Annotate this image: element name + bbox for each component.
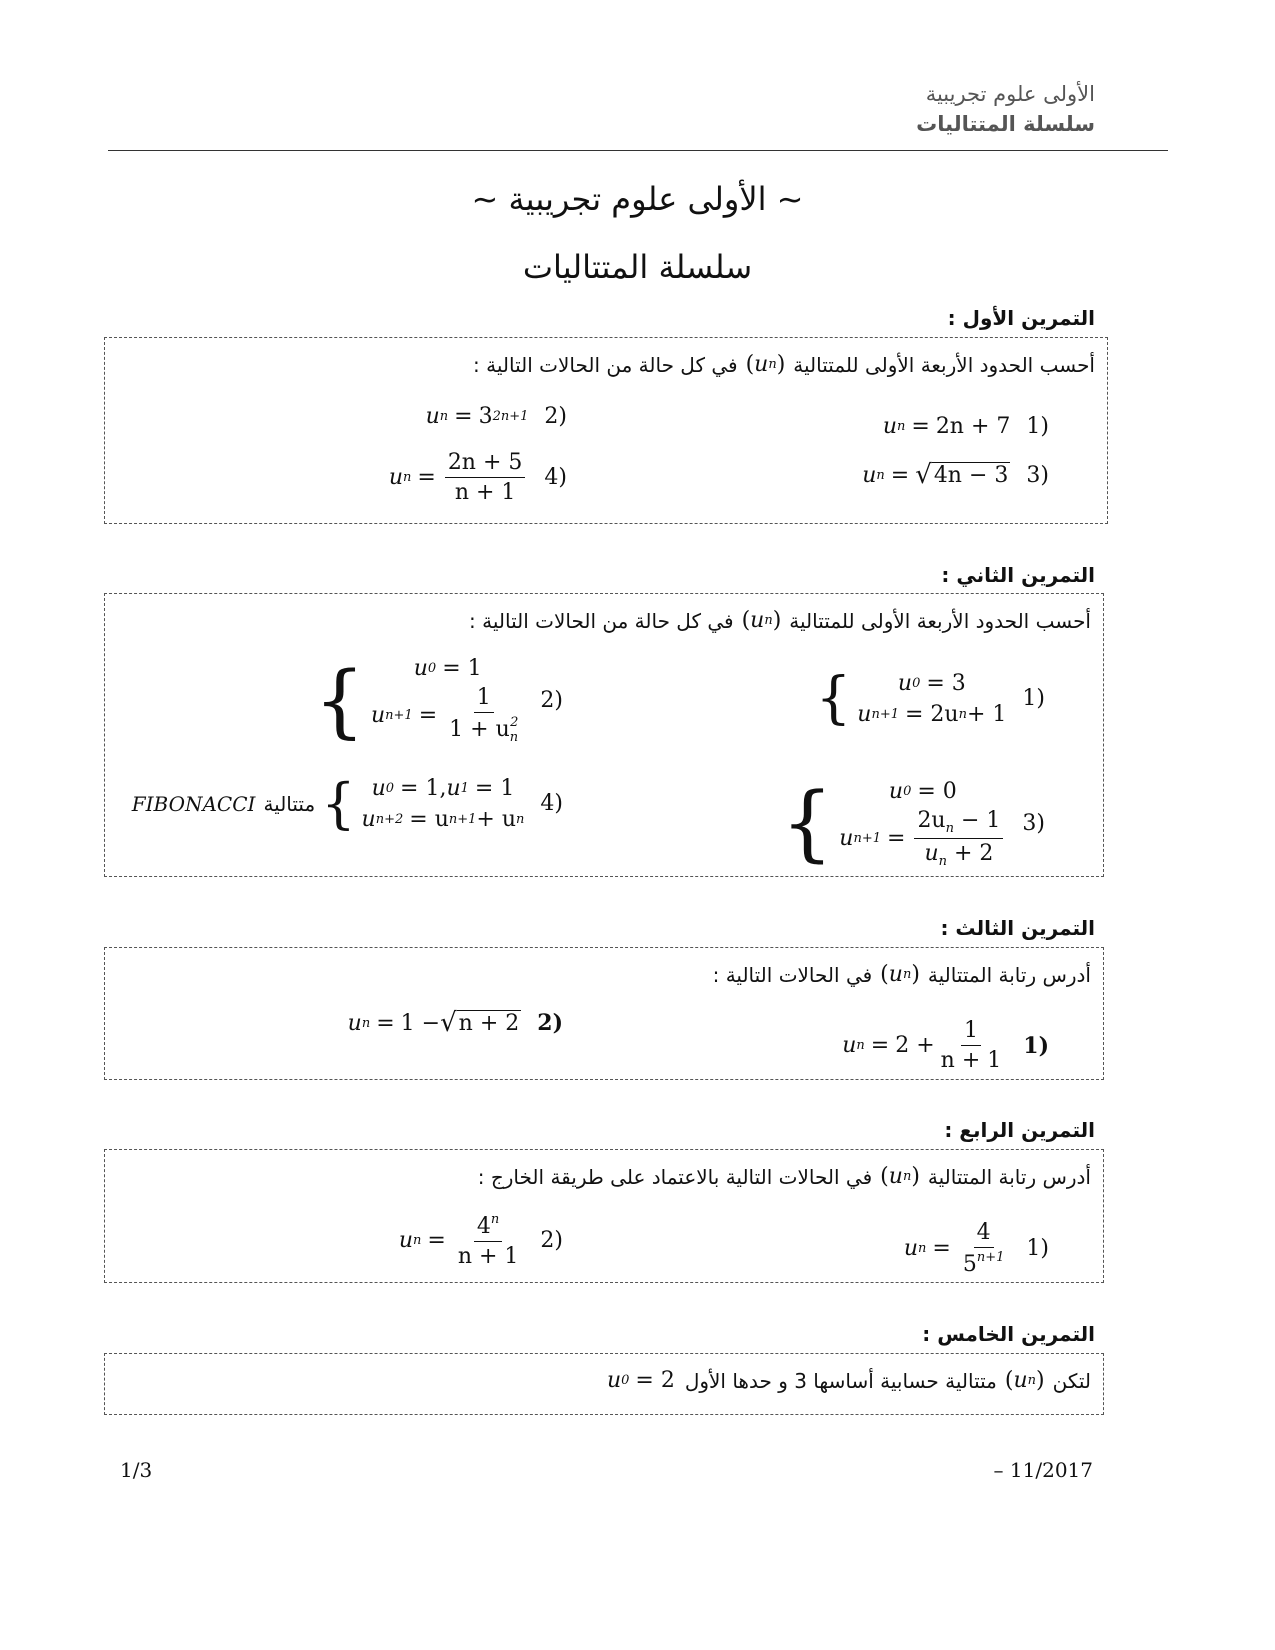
exercise-2-item-2: (2 { u 0 = 1 u n+1 = $\frac{1}{1 + u_n^2}$ bbox=[314, 654, 563, 747]
exercise-2-heading: التمرين الثاني : bbox=[941, 563, 1095, 587]
exercise-3-box bbox=[104, 947, 1104, 1080]
exercise-2-box bbox=[104, 593, 1104, 877]
formula: u n = 2 + $\frac{1}{n + 1}$ bbox=[842, 1018, 1002, 1073]
sequence-symbol: ( u n ) bbox=[741, 608, 782, 633]
exercise-1-item-4: (4 u n = $\frac{2n + 5}{n + 1}$ bbox=[388, 450, 567, 505]
page-subtitle: سلسلة المتتاليات bbox=[522, 248, 753, 286]
exercise-3-instruction: أدرس رتابة المتتالية ( u n ) في الحالات التالية : bbox=[712, 962, 1091, 987]
recursive-system: { u 0 = 1 u n+1 = $\frac{1}{1 + u_n^2}$ bbox=[314, 654, 519, 747]
header-level: الأولى علوم تجريبية bbox=[925, 82, 1095, 106]
formula: u n = $\frac{2n + 5}{n + 1}$ bbox=[389, 450, 529, 505]
formula: u n = $\frac{4^n}{n + 1}$ bbox=[398, 1212, 519, 1269]
sequence-symbol: ( u n ) bbox=[880, 1164, 920, 1189]
sequence-symbol: ( u n ) bbox=[745, 352, 786, 377]
sequence-symbol: ( u n ) bbox=[1004, 1368, 1045, 1393]
exercise-1-item-2: (2 u n = 3 2n+1 bbox=[425, 404, 567, 429]
exercise-2-instruction: أحسب الحدود الأربعة الأولى للمتتالية ( u n ) في كل حالة من الحالات التالية : bbox=[469, 608, 1091, 633]
fibonacci-label-word: متتالية bbox=[263, 791, 316, 816]
exercise-5-statement: لتكن ( u n ) متتالية حسابية أساسها 3 و حدها الأول u 0 = 2 bbox=[606, 1368, 1091, 1393]
page-number: 1/3 bbox=[120, 1458, 153, 1482]
sequence-symbol: ( u n ) bbox=[880, 962, 920, 987]
exercise-1-heading: التمرين الأول : bbox=[947, 306, 1095, 330]
formula: u n = 3 2n+1 bbox=[425, 404, 529, 429]
header-divider bbox=[108, 150, 1168, 151]
fibonacci-label-latin: FIBONACCI bbox=[131, 791, 256, 816]
exercise-4-item-2: (2 u n = $\frac{4^n}{n + 1}$ bbox=[398, 1212, 563, 1269]
footer-date: – 11/2017 bbox=[993, 1458, 1093, 1482]
exercise-4-heading: التمرين الرابع : bbox=[944, 1118, 1095, 1142]
exercise-1-box bbox=[104, 337, 1108, 524]
formula: u n = 2n + 7 bbox=[882, 414, 1011, 439]
formula: u n = $\frac{4}{5^{n+1}}$ bbox=[903, 1220, 1005, 1277]
exercise-2-item-4: (4 { u 0 = 1, u 1 = 1 u n+2 = u n+1 + u n متتالية FIBONACCI bbox=[131, 772, 563, 835]
exercise-4-instruction: أدرس رتابة المتتالية ( u n ) في الحالات التالية بالاعتماد على طريقة الخارج : bbox=[477, 1164, 1091, 1189]
first-term-formula: u 0 = 2 bbox=[606, 1368, 675, 1393]
exercise-1-item-3: (3 u n = √ 4n − 3 bbox=[862, 460, 1049, 490]
exercise-5-box bbox=[104, 1353, 1104, 1415]
exercise-3-item-1: (1 u n = 2 + $\frac{1}{n + 1}$ bbox=[842, 1018, 1049, 1073]
recursive-system: { u 0 = 1, u 1 = 1 u n+2 = u n+1 + u n bbox=[321, 772, 525, 835]
page-title: ~ الأولى علوم تجريبية ~ bbox=[471, 180, 804, 218]
formula: u n = √ 4n − 3 bbox=[862, 460, 1009, 490]
header-topic: سلسلة المتتاليات bbox=[916, 112, 1095, 136]
exercise-4-box bbox=[104, 1149, 1104, 1283]
exercise-1-item-1: (1 u n = 2n + 7 bbox=[882, 414, 1049, 439]
exercise-2-item-1: (1 { u 0 = 3 u n+1 = 2u n + 1 bbox=[815, 666, 1045, 731]
exercise-4-item-1: (1 u n = $\frac{4}{5^{n+1}}$ bbox=[903, 1220, 1049, 1277]
recursive-system: { u 0 = 0 u n+1 = $\frac{2u_n - 1}{u_n + 2}$ bbox=[781, 776, 1006, 871]
exercise-2-item-3: (3 { u 0 = 0 u n+1 = $\frac{2u_n - 1}{u_n + 2}$ bbox=[781, 776, 1045, 871]
recursive-system: { u 0 = 3 u n+1 = 2u n + 1 bbox=[815, 666, 1007, 731]
exercise-3-item-2: (2 u n = 1 − √ n + 2 bbox=[347, 1008, 563, 1038]
exercise-1-instruction: أحسب الحدود الأربعة الأولى للمتتالية ( u n ) في كل حالة من الحالات التالية : bbox=[473, 352, 1095, 377]
exercise-3-heading: التمرين الثالث : bbox=[940, 916, 1095, 940]
formula: u n = 1 − √ n + 2 bbox=[347, 1008, 520, 1038]
exercise-5-heading: التمرين الخامس : bbox=[922, 1322, 1095, 1346]
